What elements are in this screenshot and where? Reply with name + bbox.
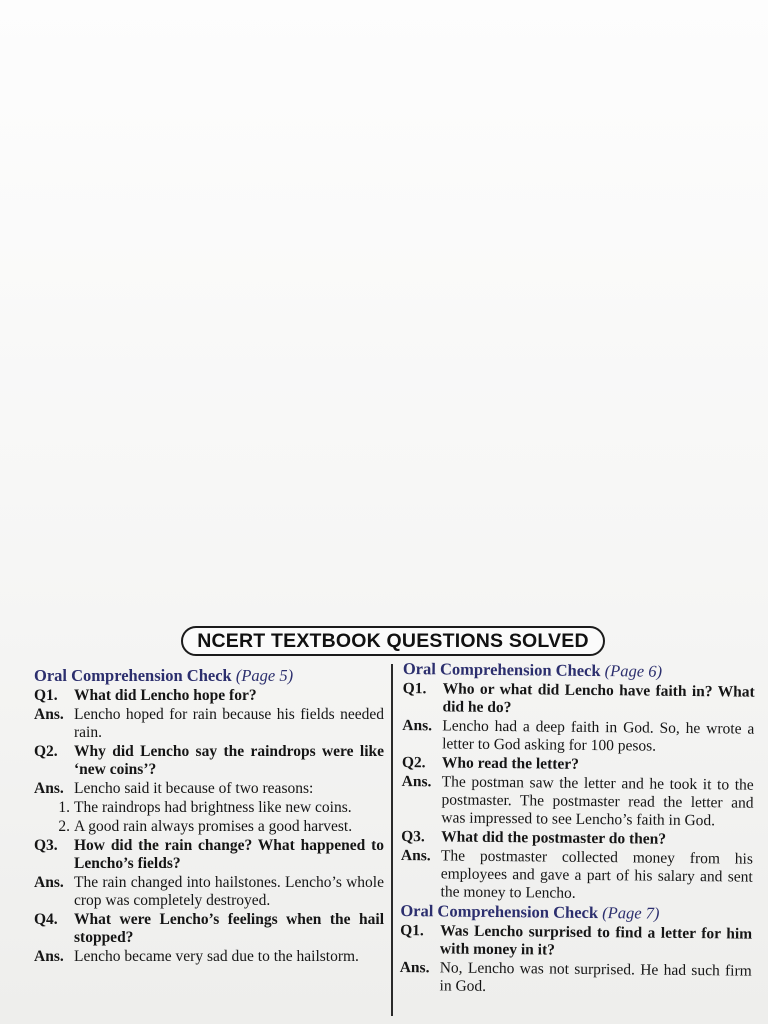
answer-text: No, Lencho was not surprised. He had such firm in God.	[439, 959, 752, 995]
heading-page: (Page 6)	[604, 661, 663, 681]
section-heading	[400, 902, 752, 924]
list-item-text: A good rain always promises a good harvest.	[74, 818, 353, 835]
list-item	[34, 818, 384, 836]
question	[402, 754, 754, 776]
heading-page: (Page 5)	[235, 666, 294, 685]
heading-label: Oral Comprehension Check	[400, 900, 599, 923]
question-text: How did the rain change? What happened to Lencho’s fields?	[74, 837, 384, 872]
answer-text: The postman saw the letter and he took it to the postmaster. The postmaster read the letter and was impressed to see Lencho’s faith in God.	[441, 773, 754, 830]
question-tag: Q1.	[400, 921, 424, 940]
answer-tag: Ans.	[402, 716, 433, 735]
question-text: Was Lencho surprised to find a letter for him with money in it?	[439, 922, 753, 959]
question-tag: Q2.	[34, 743, 58, 760]
answer-tag: Ans.	[400, 846, 431, 865]
question-text: Who or what did Lencho have faith in? What did he do?	[442, 680, 755, 717]
question	[34, 687, 384, 705]
heading-label: Oral Comprehension Check	[34, 666, 232, 685]
answer	[34, 780, 384, 798]
section-heading	[403, 660, 755, 682]
answer-tag: Ans.	[34, 874, 64, 891]
answer-tag: Ans.	[34, 948, 64, 965]
section-heading	[34, 667, 384, 685]
answer-tag: Ans.	[401, 772, 432, 791]
answer-text: Lencho hoped for rain because his fields needed rain.	[74, 706, 384, 741]
answer-text: Lencho said it because of two reasons:	[74, 780, 314, 797]
list-item	[34, 799, 384, 817]
question-tag: Q1.	[34, 687, 58, 704]
list-item-number: 1.	[58, 799, 70, 816]
answer	[34, 874, 384, 910]
question-tag: Q3.	[401, 827, 425, 846]
heading-label: Oral Comprehension Check	[402, 659, 601, 681]
answer	[34, 706, 384, 742]
list-item-number: 2.	[58, 818, 70, 835]
column-divider	[391, 664, 393, 1016]
question	[34, 837, 384, 873]
section-banner: NCERT TEXTBOOK QUESTIONS SOLVED	[181, 626, 605, 656]
question-tag: Q4.	[34, 911, 58, 928]
question	[402, 680, 754, 720]
answer-text: The rain changed into hailstones. Lencho’s whole crop was completely destroyed.	[74, 874, 384, 909]
answer-tag: Ans.	[34, 706, 64, 723]
question-text: What did Lencho hope for?	[74, 687, 257, 704]
answer	[402, 717, 754, 757]
question	[400, 922, 752, 962]
question-text: What were Lencho’s feelings when the hail stopped?	[74, 911, 384, 946]
answer	[400, 847, 753, 905]
answer-text: The postmaster collected money from his employees and gave a part of his salary and sent the money to Lencho.	[440, 847, 754, 902]
answer	[399, 959, 751, 999]
answer	[34, 948, 384, 966]
question-text: What did the postmaster do then?	[441, 828, 667, 848]
question-tag: Q3.	[34, 837, 58, 854]
question-text: Who read the letter?	[441, 754, 580, 773]
question-text: Why did Lencho say the raindrops were like ‘new coins’?	[74, 743, 384, 778]
right-column	[399, 660, 754, 1000]
left-column	[34, 667, 384, 967]
answer-tag: Ans.	[34, 780, 64, 797]
question-tag: Q1.	[402, 679, 427, 698]
question-tag: Q2.	[401, 753, 426, 772]
answer	[401, 773, 754, 831]
question	[34, 911, 384, 947]
answer-tag: Ans.	[399, 958, 430, 977]
answer-text: Lencho had a deep faith in God. So, he wrote a letter to God asking for 100 pesos.	[442, 717, 755, 755]
answer-text: Lencho became very sad due to the hailstorm.	[74, 948, 359, 965]
list-item-text: The raindrops had brightness like new coins.	[74, 799, 352, 816]
question	[34, 743, 384, 779]
heading-page: (Page 7)	[602, 903, 660, 923]
question	[401, 828, 753, 850]
